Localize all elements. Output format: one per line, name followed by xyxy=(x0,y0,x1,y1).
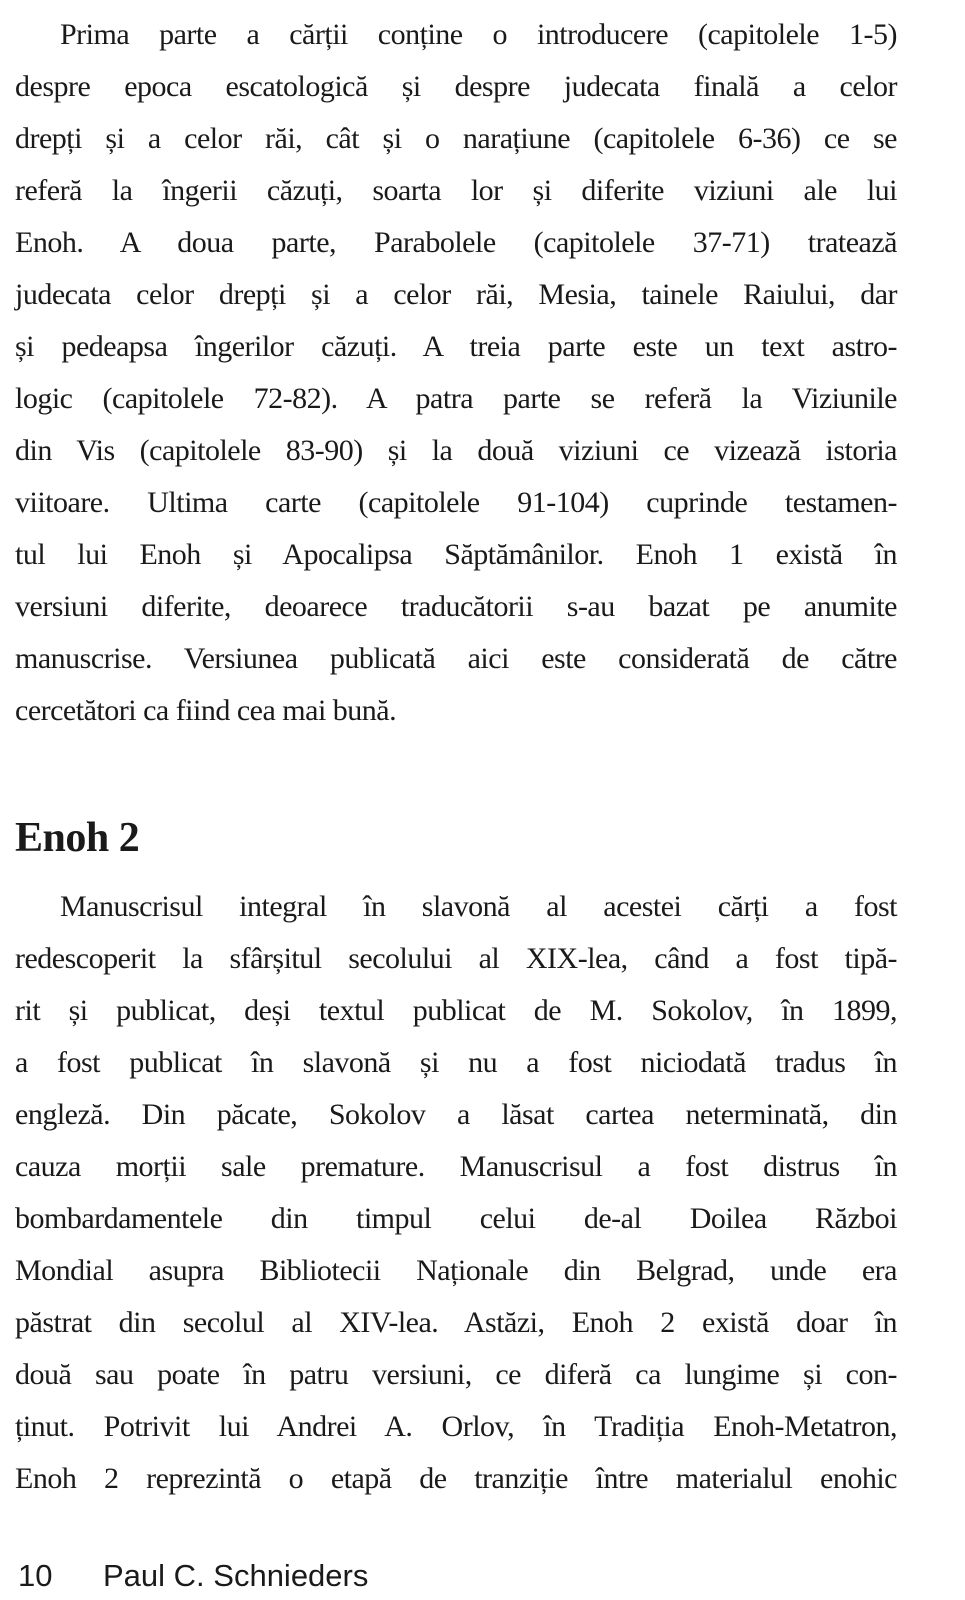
text-line: drepți și a celor răi, cât și o narațiune (capitolele 6-36) ce se xyxy=(15,122,897,155)
text-line: a fost publicat în slavonă și nu a fost niciodată tradus în xyxy=(15,1046,897,1079)
section-heading-enoh2: Enoh 2 xyxy=(15,815,140,861)
text-line: versiuni diferite, deoarece traducătorii s-au bazat pe anumite xyxy=(15,590,897,623)
text-line: engleză. Din păcate, Sokolov a lăsat cartea neterminată, din xyxy=(15,1098,897,1131)
text-line: judecata celor drepți și a celor răi, Mesia, tainele Raiului, dar xyxy=(15,278,897,311)
running-footer-author: Paul C. Schnieders xyxy=(103,1558,369,1593)
text-line: Mondial asupra Bibliotecii Naționale din Belgrad, unde era xyxy=(15,1254,897,1287)
page-number: 10 xyxy=(18,1558,53,1593)
text-line: Enoh 2 reprezintă o etapă de tranziție între materialul enohic xyxy=(15,1462,897,1495)
text-line: rit și publicat, deși textul publicat de M. Sokolov, în 1899, xyxy=(15,994,897,1027)
text-line: manuscrise. Versiunea publicată aici este considerată de către xyxy=(15,642,897,675)
text-line: cauza morții sale premature. Manuscrisul a fost distrus în xyxy=(15,1150,897,1183)
text-line: Enoh. A doua parte, Parabolele (capitolele 37-71) tratează xyxy=(15,226,897,259)
paragraph-intro-enoh1 xyxy=(15,9,897,737)
text-line: două sau poate în patru versiuni, ce diferă ca lungime și con- xyxy=(15,1358,897,1391)
text-line: logic (capitolele 72-82). A patra parte se referă la Viziunile xyxy=(15,382,897,415)
text-line: Manuscrisul integral în slavonă al acestei cărți a fost xyxy=(60,890,897,923)
text-line: și pedeapsa îngerilor căzuți. A treia parte este un text astro- xyxy=(15,330,897,363)
text-line: bombardamentele din timpul celui de-al Doilea Război xyxy=(15,1202,897,1235)
text-line: păstrat din secolul al XIV-lea. Astăzi, Enoh 2 există doar în xyxy=(15,1306,897,1339)
text-line: despre epoca escatologică și despre judecata finală a celor xyxy=(15,70,897,103)
text-line: tul lui Enoh și Apocalipsa Săptămânilor. Enoh 1 există în xyxy=(15,538,897,571)
text-line: redescoperit la sfârșitul secolului al XIX-lea, când a fost tipă- xyxy=(15,942,897,975)
text-line: din Vis (capitolele 83-90) și la două viziuni ce vizează istoria xyxy=(15,434,897,467)
text-line: ținut. Potrivit lui Andrei A. Orlov, în Tradiția Enoh-Metatron, xyxy=(15,1410,897,1443)
page-footer xyxy=(18,1558,918,1598)
text-line: Prima parte a cărții conține o introducere (capitolele 1-5) xyxy=(60,18,897,51)
text-line: viitoare. Ultima carte (capitolele 91-104) cuprinde testamen- xyxy=(15,486,897,519)
paragraph-enoh2-manuscript xyxy=(15,881,897,1505)
text-line: referă la îngerii căzuți, soarta lor și diferite viziuni ale lui xyxy=(15,174,897,207)
text-line: cercetători ca fiind cea mai bună. xyxy=(15,694,397,727)
